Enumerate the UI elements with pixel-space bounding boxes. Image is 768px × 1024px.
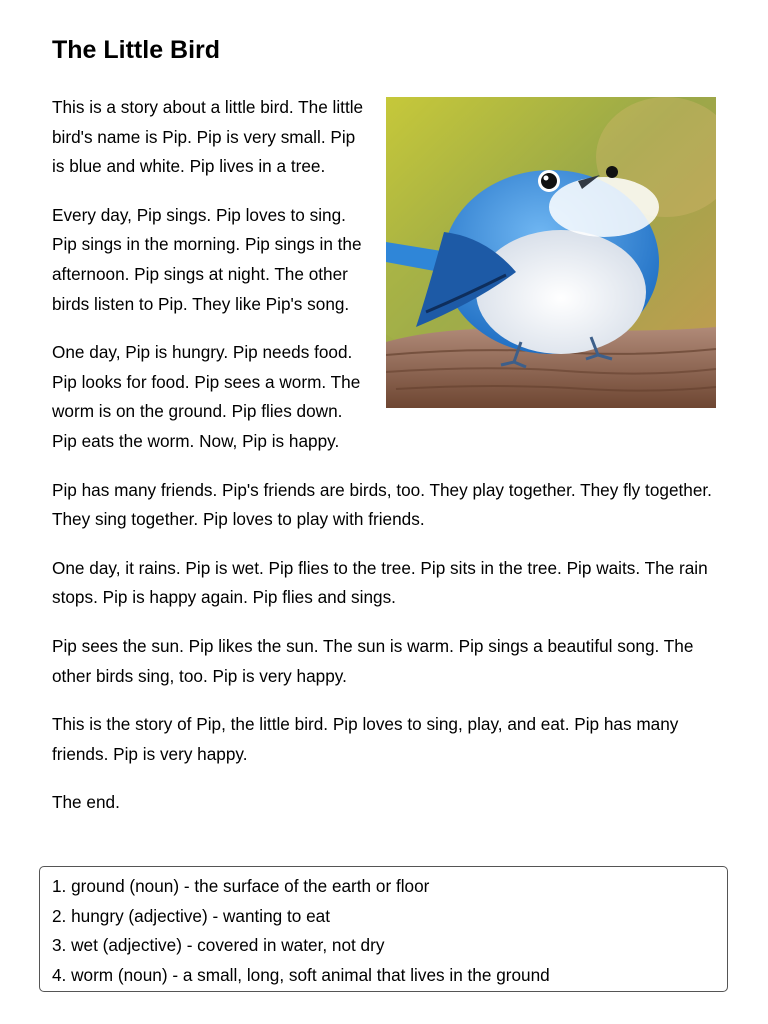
vocabulary-box — [39, 866, 728, 992]
story-paragraph: One day, Pip is hungry. Pip needs food. Pip looks for food. Pip sees a worm. The worm is on the ground. Pip flies down. Pip eats the worm. Now, Pip is happy. — [52, 342, 361, 451]
story-body — [52, 93, 718, 837]
vocabulary-item: 4. worm (noun) - a small, long, soft animal that lives in the ground — [52, 964, 550, 985]
page-title: The Little Bird — [52, 36, 221, 64]
vocabulary-item: 2. hungry (adjective) - wanting to eat — [52, 905, 331, 926]
story-paragraph: This is a story about a little bird. The little bird's name is Pip. Pip is very small. Pip is blue and white. Pip lives in a tree. — [52, 97, 364, 177]
story-paragraph: Pip sees the sun. Pip likes the sun. The sun is warm. Pip sings a beautiful song. The other birds sing, too. Pip is very happy. — [52, 635, 694, 686]
story-paragraph: Every day, Pip sings. Pip loves to sing. Pip sings in the morning. Pip sings in the afternoon. Pip sings at night. The other birds listen to Pip. They like Pip's song. — [52, 204, 362, 314]
vocabulary-item: 1. ground (noun) - the surface of the earth or floor — [52, 876, 430, 896]
bird-illustration — [386, 97, 716, 408]
vocabulary-item: 3. wet (adjective) - covered in water, not dry — [52, 935, 385, 956]
story-paragraph: This is the story of Pip, the little bird. Pip loves to sing, play, and eat. Pip has many friends. Pip is very happy. — [52, 714, 679, 764]
vocabulary-list — [52, 872, 727, 990]
story-paragraph: The end. — [52, 792, 120, 813]
story-paragraph: Pip has many friends. Pip's friends are birds, too. They play together. They fly together. They sing together. Pip loves to play with friends. — [52, 479, 712, 530]
bluebird-image — [386, 97, 716, 408]
story-paragraph: One day, it rains. Pip is wet. Pip flies to the tree. Pip sits in the tree. Pip waits. The rain stops. Pip is happy again. Pip flies and sings. — [52, 557, 708, 608]
